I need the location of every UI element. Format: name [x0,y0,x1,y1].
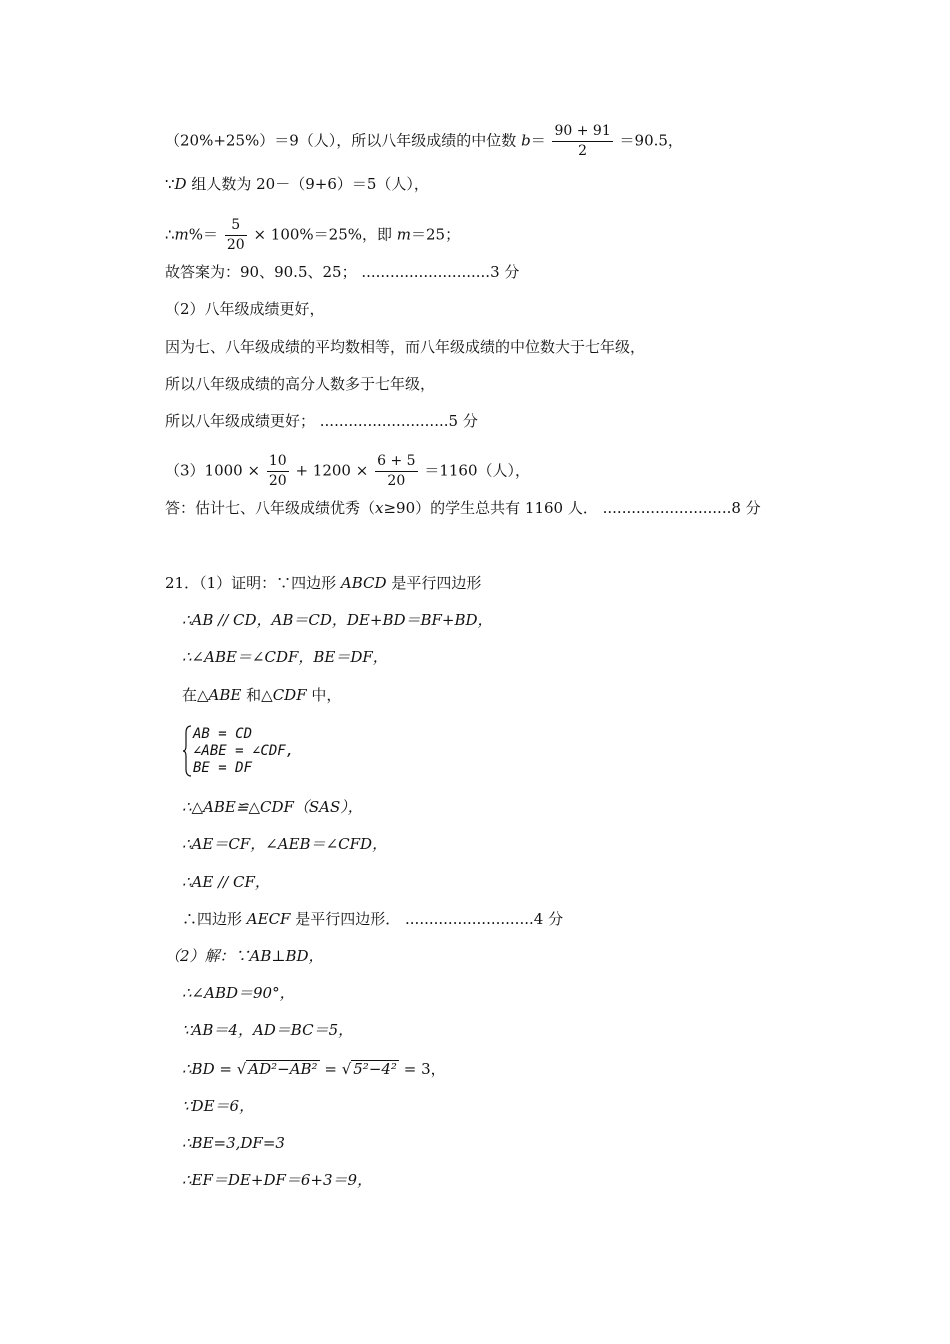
proof-line: ∴△ABE≌△CDF（SAS）， [182,798,363,816]
text: + 1200 × [295,461,369,480]
text: 21．（1）证明：∵四边形 [165,574,337,592]
system-row: ∠ABE = ∠CDF, [193,743,295,759]
line-part-3-calc [165,452,530,491]
line-m-percent [165,216,460,255]
numerator: 5 [225,216,247,236]
denominator: 20 [268,473,287,489]
proof-line [182,685,341,705]
solution-line: ∴∠ABD＝90°， [182,984,295,1002]
triangle-abe: ABE [208,686,242,704]
text: （3）1000 × [165,461,261,480]
text: ∴四边形 [182,910,243,928]
numerator: 10 [267,452,289,472]
proof-line: ∴AB // CD，AB＝CD，DE+BD＝BF+BD， [182,611,493,629]
denominator: 2 [578,143,588,159]
system-row: AB = CD [193,726,253,742]
solution-line: ∴BE=3,DF=3 [182,1134,285,1152]
text: 和△ [246,686,273,704]
radicand: AD²−AB² [248,1060,318,1078]
line-median-calc [165,122,683,161]
text: 组人数为 20－（9+6）＝5（人）， [191,175,429,193]
fraction [375,452,417,491]
text: ∴ [165,225,175,244]
text: （20%+25%）＝9（人），所以八年级成绩的中位数 [165,131,517,150]
text: ＝ [530,131,546,150]
text: ＝25； [411,225,461,244]
var-d: D [174,175,187,193]
text: %＝ [188,225,219,244]
text: 答：估计七、八年级成绩优秀（ [165,499,376,517]
var-b: b [521,131,531,150]
var-aecf: AECF [246,910,291,928]
text: ＝90.5， [619,131,683,150]
answer-line-2: 所以八年级成绩更好； ...........................5 分 [165,412,478,430]
text: 中， [311,686,342,704]
text: ∵ [165,175,175,193]
text: × 100%＝25%，即 [253,225,392,244]
var-m: m [174,225,189,244]
solution-line: ∴EF＝DE+DF＝6+3＝9， [182,1171,373,1189]
problem-21-heading [165,573,481,593]
equation-system [193,726,294,777]
text: 是平行四边形． ...........................4 分 [295,910,564,928]
text: ∴BD = [182,1060,237,1078]
part-2-solution-heading: （2）解：∵AB⊥BD， [165,947,324,965]
denominator: 20 [226,237,245,253]
fraction [552,122,612,161]
text: = 3， [403,1060,446,1078]
solution-line: ∵DE＝6， [182,1097,255,1115]
text: ≥90）的学生总共有 1160 人． ...........................8 分 [383,499,761,517]
solution-line: ∵AB＝4，AD＝BC＝5， [182,1021,354,1039]
var-x: x [375,499,384,517]
answer-line-1: 故答案为：90、90.5、25； ...........................3 分 [165,263,520,281]
part-2-heading: （2）八年级成绩更好， [165,300,325,318]
proof-line: ∴AE＝CF，∠AEB＝∠CFD， [182,835,388,853]
radicand: 5²−4² [353,1060,397,1078]
line-d-group [165,174,429,194]
var-abcd: ABCD [340,574,387,592]
reason-line: 因为七、八年级成绩的平均数相等，而八年级成绩的中位数大于七年级， [165,338,646,356]
system-row: BE = DF [193,760,253,776]
solution-line-sqrt [182,1059,446,1079]
fraction [225,216,247,255]
triangle-cdf: CDF [272,686,307,704]
proof-conclusion [182,909,563,929]
proof-line: ∴AE // CF， [182,873,270,891]
radical-sign: √ [341,1060,352,1078]
text: = [324,1060,342,1078]
text: 在△ [182,686,209,704]
numerator: 6 + 5 [375,452,417,472]
left-brace-icon [182,725,192,777]
text: ＝1160（人）， [424,461,531,480]
radical-sign: √ [236,1060,247,1078]
numerator: 90 + 91 [552,122,612,142]
answer-line-3 [165,498,761,518]
reason-line: 所以八年级成绩的高分人数多于七年级， [165,375,436,393]
var-m: m [396,225,412,244]
proof-line: ∴∠ABE＝∠CDF，BE＝DF， [182,648,388,666]
denominator: 20 [387,473,406,489]
fraction [267,452,289,491]
text: 是平行四边形 [391,574,482,592]
